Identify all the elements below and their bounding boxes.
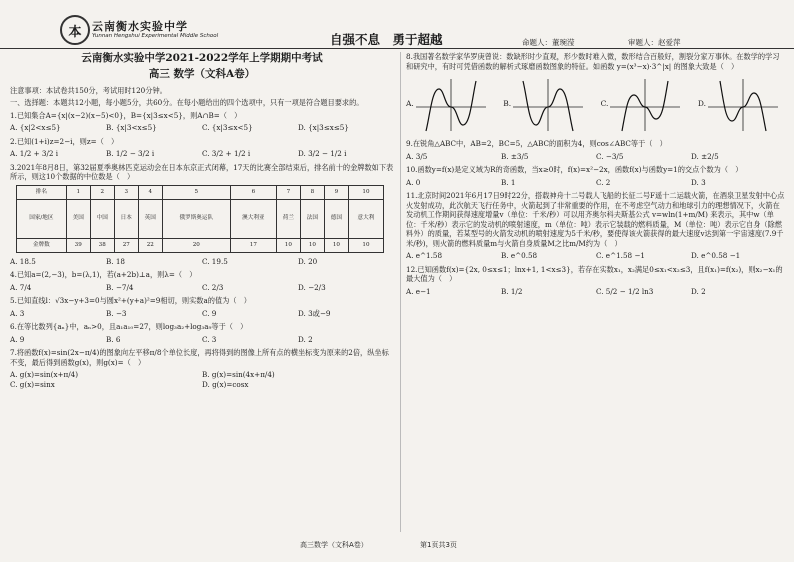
medal-table: [16, 185, 384, 253]
question-5: 5.已知直线l：√3x−y+3=0与圆x²+(y+a)²=9相切，则实数a的值为（ ）: [10, 296, 251, 306]
section-1-heading: 一、选择题：本题共12小题，每小题5分，共60分。在每小题给出的四个选项中，只有一项是符合题目要求的。: [10, 98, 364, 108]
option: D. e^0.58 −1: [691, 251, 741, 260]
option: C. 2: [596, 177, 611, 187]
exam-notice: 注意事项：本试卷共150分，考试用时120分钟。: [10, 85, 167, 95]
option: A. e−1: [406, 286, 431, 296]
table-cell: 中国: [90, 199, 114, 238]
question-12: 12.已知函数f(x)={2x, 0≤x≤1；lnx+1, 1<x≤3}，若存在实数x₁，x₂满足0≤x₁<x₂≤3，且f(x₁)=f(x₂)，则x₂−x₁的最大值为（ ）: [406, 264, 783, 283]
option-label: C.: [600, 99, 609, 109]
option: B. −7/4: [106, 282, 134, 292]
option: A. g(x)=sin(x+π/4): [10, 370, 79, 380]
table-cell: 排名: [17, 185, 67, 199]
medal-table-countries: [17, 199, 384, 238]
question-7: 7.将函数f(x)=sin(2x−π/4)的图象向左平移π/8个单位长度，再将得到的图像上所有点的横坐标变为原来的2倍，纵坐标不变，最后得到函数g(x)，则g(x)=（ ）: [10, 348, 389, 367]
option: C. 19.5: [202, 256, 228, 266]
option: B. g(x)=sin(4x+π/4): [202, 370, 275, 380]
table-cell: 法国: [300, 199, 324, 238]
school-name: 云南衡水实验中学: [92, 20, 188, 33]
school-motto: 自强不息 勇于超越: [330, 32, 443, 47]
logo-char: 本: [68, 24, 82, 40]
option: B. 1/2 − 3/2 i: [106, 149, 155, 159]
left-column: [10, 52, 394, 393]
table-cell: 荷兰: [276, 199, 300, 238]
table-cell: 美国: [66, 199, 90, 238]
graph-c-plot: [608, 75, 682, 133]
table-cell: 39: [66, 238, 90, 252]
table-cell: 10: [300, 238, 324, 252]
table-cell: 27: [114, 238, 138, 252]
graph-option-b: [503, 75, 585, 133]
question-6-options: [10, 335, 394, 345]
question-3: 3.2021年8月8日，第32届夏季奥林匹克运动会在日本东京正式闭幕，17天的比赛全部结束后，排名前十的金牌数如下表所示，则这10个数据的中位数是（ ）: [10, 162, 394, 182]
option: C. −3/5: [596, 151, 624, 161]
table-cell: 10: [348, 185, 383, 199]
option: C. g(x)=sinx: [10, 379, 55, 389]
option: B. 1: [501, 177, 516, 187]
question-8: 8.我国著名数学家华罗庚曾说：数缺形时少直观，形少数时难入微，数形结合百般好，割裂分家万事休。在数学的学习和研究中，有时可凭借函数的解析式琢磨函数图象的特征。如函数 y=(x³−x)·3^|x| 的图象大致是（ ）: [406, 52, 780, 71]
option: A. e^1.58: [406, 251, 443, 260]
question-7-options: [10, 370, 394, 389]
option: B. 6: [106, 334, 121, 344]
option: C. 2/3: [202, 282, 224, 292]
option: A. 3/5: [406, 151, 428, 161]
question-1-options: [10, 123, 394, 133]
table-cell: 17: [230, 238, 276, 252]
option: D. 2: [691, 286, 706, 296]
option: A. 3: [10, 308, 25, 318]
option: A. 7/4: [10, 282, 32, 292]
question-8-graphs: [406, 75, 780, 133]
school-name-en: Yunnan Hengshui Experimental Middle School: [92, 33, 219, 39]
table-cell: 20: [162, 238, 230, 252]
table-cell: 德国: [324, 199, 348, 238]
question-10: 10.函数y=f(x)是定义域为R的奇函数，当x≥0时，f(x)=x²−2x，函数f(x)与函数y=1的交点个数为（ ）: [406, 165, 743, 174]
table-cell: 金牌数: [17, 238, 67, 252]
table-cell: 英国: [138, 199, 162, 238]
option-label: A.: [406, 99, 414, 109]
option: D. 2: [298, 334, 313, 344]
exam-title: 云南衡水实验中学2021-2022学年上学期期中考试: [81, 52, 323, 64]
table-cell: 38: [90, 238, 114, 252]
question-2-options: [10, 149, 394, 159]
question-9: 9.在锐角△ABC中，AB=2，BC=5，△ABC的面积为4，则cos∠ABC等于（ ）: [406, 139, 667, 148]
graph-option-d: [698, 75, 780, 133]
graph-a-plot: [414, 75, 488, 133]
option: C. 3/2 + 1/2 i: [202, 149, 251, 159]
table-cell: 22: [138, 238, 162, 252]
option: B. 18: [106, 256, 125, 266]
graph-option-c: [601, 75, 683, 133]
table-cell: 9: [324, 185, 348, 199]
option: D. 20: [298, 256, 318, 266]
question-4-options: [10, 283, 394, 293]
table-cell: 7: [276, 185, 300, 199]
option: D. g(x)=cosx: [202, 379, 249, 389]
option: B. e^0.58: [501, 251, 538, 260]
table-cell: 5: [162, 185, 230, 199]
option: C. 5/2 − 1/2 ln3: [596, 286, 654, 296]
table-cell: 8: [300, 185, 324, 199]
option-label: D.: [697, 99, 706, 109]
graph-d-plot: [706, 75, 780, 133]
question-3-options: [10, 257, 394, 267]
question-4: 4.已知a=(2,−3)，b=(λ,1)，若(a+2b)⊥a，则λ=（ ）: [10, 270, 197, 280]
option: D. −2/3: [298, 282, 326, 292]
option: A. 9: [10, 334, 25, 344]
table-cell: 国家/地区: [17, 199, 67, 238]
option: D. 3/2 − 1/2 i: [298, 149, 347, 159]
option: B. −3: [106, 308, 127, 318]
option: B. 1/2: [501, 286, 523, 296]
setter-label: 命题人：董琬滢: [522, 38, 575, 47]
question-9-options: [406, 152, 786, 162]
option: D. ±2/5: [691, 151, 719, 161]
question-12-options: [406, 287, 786, 297]
option: C. 9: [202, 308, 217, 318]
reviewer-label: 审题人：赵爱萍: [628, 38, 681, 47]
question-10-options: [406, 178, 786, 188]
option: D. 3或−9: [298, 308, 331, 318]
table-cell: 6: [230, 185, 276, 199]
exam-subtitle: 高三 数学（文科A卷）: [148, 67, 256, 80]
question-11-options: [406, 251, 786, 261]
question-6: 6.在等比数列{aₙ}中，aₙ>0，且a₁a₁₀=27，则log₃a₂+log₃a₉等于（ ）: [10, 322, 248, 332]
table-cell: 4: [138, 185, 162, 199]
question-2: 2.已知(1+i)z=2−i，则z=（ ）: [10, 136, 119, 146]
table-cell: 日本: [114, 199, 138, 238]
graph-b-plot: [511, 75, 585, 133]
table-cell: 意大利: [348, 199, 383, 238]
option: A. 0: [406, 177, 421, 187]
table-cell: 俄罗斯奥运队: [162, 199, 230, 238]
table-cell: 10: [324, 238, 348, 252]
option: D. {x|3≤x≤5}: [298, 123, 349, 133]
option: A. 18.5: [10, 256, 36, 266]
question-11: 11.北京时间2021年6月17日9时22分，搭载神舟十二号载人飞船的长征二号F遥十二运载火箭，在酒泉卫星发射中心点火发射成功，此次航天飞行任务中，火箭起到了非常重要的作用，在不考虑空气动力和地球引力的理想情况下，火箭在发动机工作期间获得速度增量v（单位：千米/秒）可以用齐奥尔科夫斯基公式 v=wln(1+m/M) 来表示，其中w（单位：千米/秒）表示它的发动机的喷射速度，m（单位：吨）表示它装载的燃料质量，M（单位：吨）表示它自身（除燃料外）的质量，若某型号的火箭发动机的喷射速度为5千米/秒，要使得该火箭获得的最大速度v达到第一宇宙速度(7.9千米/秒)，则火箭的燃料质量m与火箭自身质量M之比m/M约为（ ）: [406, 191, 785, 248]
table-cell: 1: [66, 185, 90, 199]
table-cell: 10: [276, 238, 300, 252]
option: D. 3: [691, 177, 706, 187]
option: C. e^1.58 −1: [596, 251, 645, 260]
page-header: [0, 0, 794, 49]
option: B. {x|3<x≤5}: [106, 123, 157, 133]
option: B. ±3/5: [501, 151, 529, 161]
option: C. {x|3≤x<5}: [202, 123, 253, 133]
option: C. 3: [202, 334, 217, 344]
footer-page-number: 第1页共3页: [420, 541, 457, 549]
medal-table-golds: [17, 238, 384, 252]
right-column: [406, 52, 786, 300]
table-cell: 2: [90, 185, 114, 199]
graph-option-a: [406, 75, 488, 133]
option: A. 1/2 + 3/2 i: [10, 149, 59, 159]
question-1: 1.已知集合A={x|(x−2)(x−5)<0}，B={x|3≤x<5}，则A∩B=（ ）: [10, 110, 242, 120]
question-5-options: [10, 309, 394, 319]
option: A. {x|2<x≤5}: [10, 123, 61, 133]
table-cell: 澳大利亚: [230, 199, 276, 238]
option-label: B.: [503, 99, 512, 109]
column-divider: [400, 52, 401, 532]
medal-table-head: [17, 185, 384, 199]
table-cell: 3: [114, 185, 138, 199]
footer-subject: 高三数学（文科A卷）: [300, 541, 368, 549]
table-cell: 10: [348, 238, 383, 252]
school-logo: [60, 15, 90, 45]
